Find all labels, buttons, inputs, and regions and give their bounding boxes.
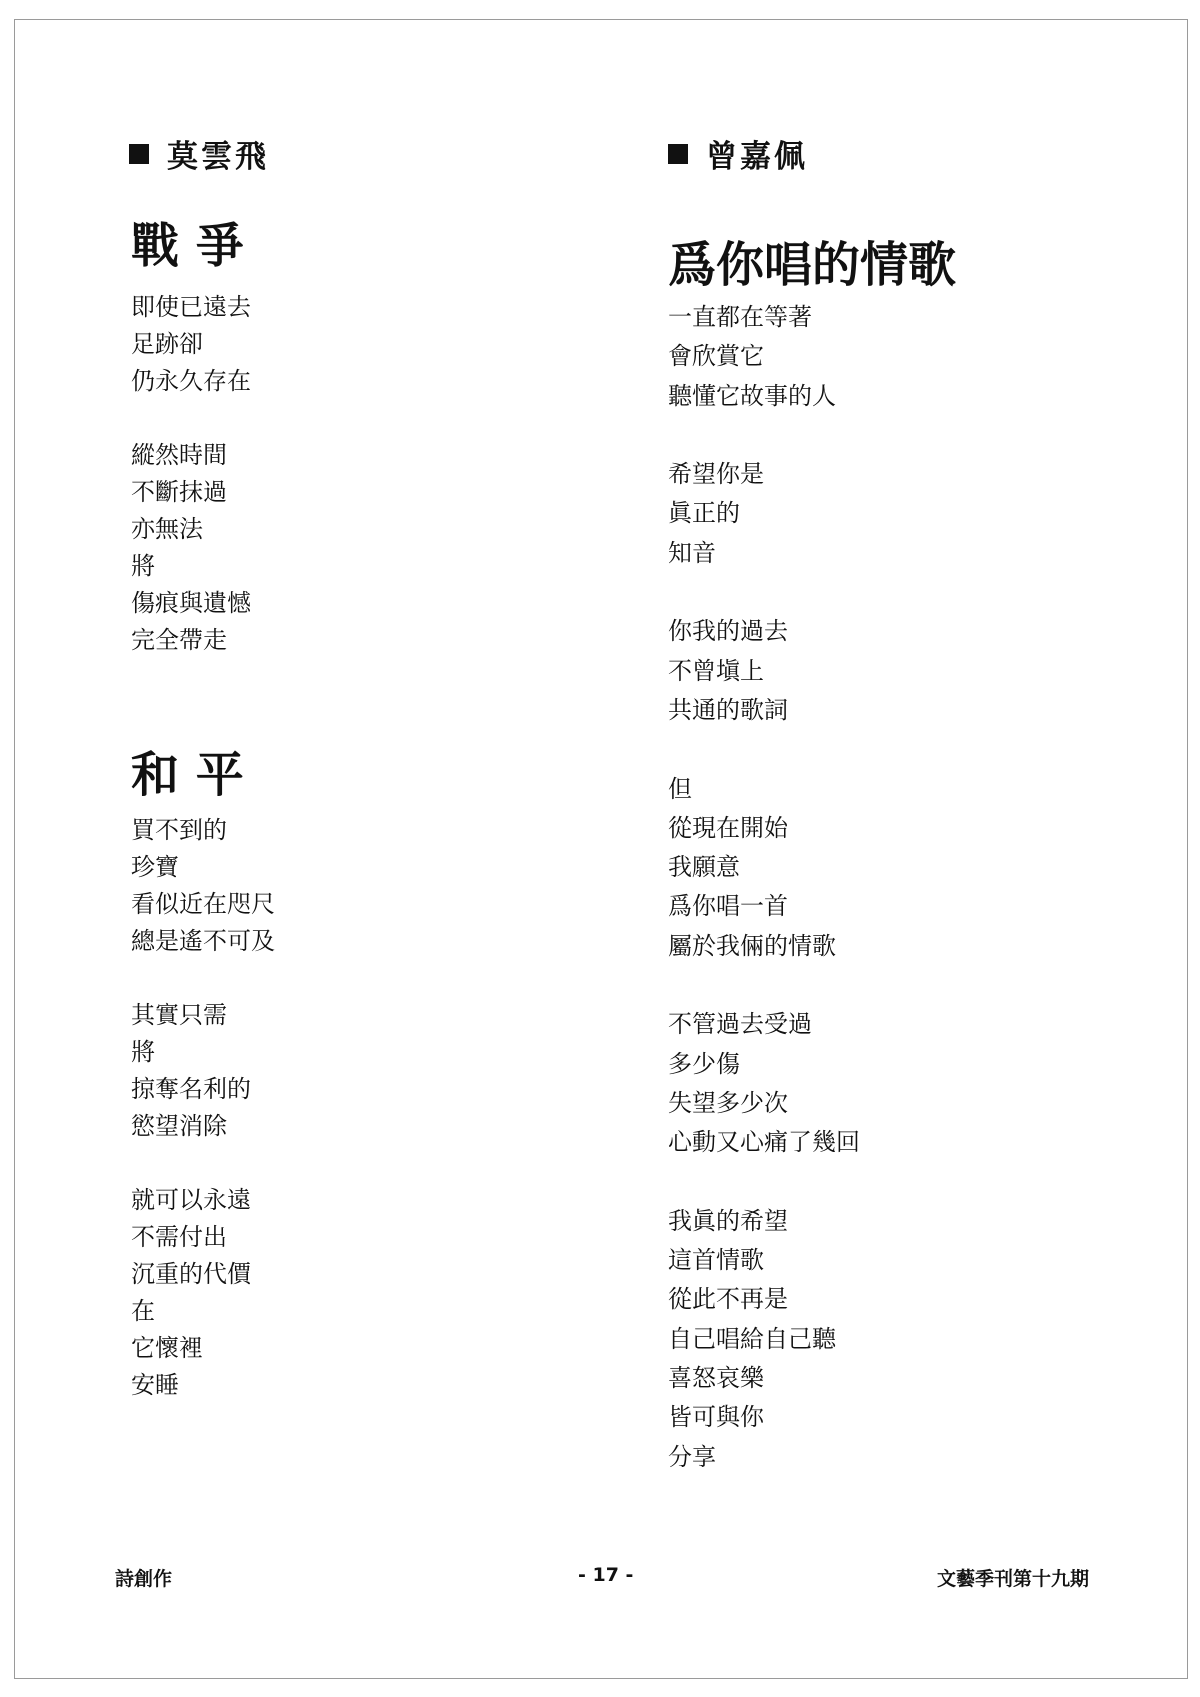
author-heading-left <box>129 131 269 176</box>
poem-line: 多少傷 <box>668 1049 740 1078</box>
stanza <box>131 289 251 400</box>
poem-line: 仍永久存在 <box>131 367 251 395</box>
poem-line: 不管過去受過 <box>668 1010 812 1039</box>
poem-line: 足跡卻 <box>131 330 203 358</box>
poem-line: 心動又心痛了幾回 <box>668 1128 860 1157</box>
poem-line: 爲你唱一首 <box>668 892 788 921</box>
poem-line: 我眞的希望 <box>668 1206 788 1235</box>
poem-line: 完全帶走 <box>131 626 227 654</box>
stanza <box>668 612 860 730</box>
author-name: 莫雲飛 <box>167 139 269 175</box>
poem-line: 會欣賞它 <box>668 342 764 371</box>
poem-line: 但 <box>668 774 692 803</box>
poem-line: 縱然時間 <box>131 441 227 469</box>
poem-line: 將 <box>131 1038 155 1066</box>
stanza <box>668 770 860 966</box>
poem-line: 不需付出 <box>131 1223 227 1251</box>
poem-line: 失望多少次 <box>668 1088 788 1117</box>
stanza <box>668 455 860 573</box>
bullet-square-icon <box>668 144 688 164</box>
stanza <box>131 997 275 1145</box>
stanza <box>131 812 275 960</box>
poem-line: 沉重的代價 <box>131 1260 251 1288</box>
poem-line: 你我的過去 <box>668 617 788 646</box>
footer-section-label: 詩創作 <box>115 1568 173 1590</box>
poem-line: 從現在開始 <box>668 813 788 842</box>
poem-title-love-song: 爲你唱的情歌 <box>668 237 957 293</box>
poem-line: 看似近在咫尺 <box>131 890 275 918</box>
poem-line: 掠奪名利的 <box>131 1075 251 1103</box>
publication-name: 文藝季刊第十九期 <box>936 1568 1089 1590</box>
poem-line: 其實只需 <box>131 1001 227 1029</box>
stanza <box>131 437 251 659</box>
poem-line: 這首情歌 <box>668 1246 764 1275</box>
poem-line: 珍寶 <box>131 853 179 881</box>
stanza <box>668 298 860 416</box>
poem-line: 一直都在等著 <box>668 303 812 331</box>
poem-line: 買不到的 <box>131 816 227 844</box>
poem-line: 分享 <box>668 1442 716 1471</box>
poem-line: 喜怒哀樂 <box>668 1364 764 1393</box>
poem-line: 總是遙不可及 <box>131 927 275 955</box>
poem-line: 皆可與你 <box>668 1403 764 1432</box>
page-number: - 17 - <box>578 1564 634 1586</box>
poem-line: 安睡 <box>131 1371 179 1399</box>
poem-line: 就可以永遠 <box>131 1186 251 1214</box>
poem-title-peace: 和 平 <box>131 747 244 803</box>
poem-line: 我願意 <box>668 853 740 882</box>
poem-line: 眞正的 <box>668 499 740 528</box>
poem-line: 共通的歌詞 <box>668 695 788 724</box>
poem-line: 知音 <box>668 538 716 567</box>
poem-line: 亦無法 <box>131 515 203 543</box>
stanza <box>131 1182 275 1404</box>
poem-body-war <box>131 289 251 696</box>
poem-body-love-song <box>668 298 860 1516</box>
poem-line: 聽懂它故事的人 <box>668 381 836 410</box>
poem-line: 希望你是 <box>668 460 764 489</box>
poem-line: 慾望消除 <box>131 1112 227 1140</box>
poem-line: 自己唱給自己聽 <box>668 1324 836 1353</box>
stanza <box>668 1005 860 1162</box>
poem-line: 不曾塡上 <box>668 656 764 685</box>
poem-line: 從此不再是 <box>668 1285 788 1314</box>
author-heading-right <box>668 131 808 176</box>
poem-line: 即使已遠去 <box>131 293 251 321</box>
poem-line: 它懷裡 <box>131 1334 203 1362</box>
poem-line: 傷痕與遺憾 <box>131 589 251 617</box>
poem-line: 在 <box>131 1297 155 1325</box>
stanza <box>668 1202 860 1477</box>
bullet-square-icon <box>129 144 149 164</box>
author-name: 曾嘉佩 <box>706 139 808 175</box>
poem-title-war: 戰 爭 <box>131 218 244 274</box>
poem-line: 不斷抹過 <box>131 478 227 506</box>
poem-body-peace <box>131 812 275 1441</box>
poem-line: 將 <box>131 552 155 580</box>
poem-line: 屬於我倆的情歌 <box>668 931 836 960</box>
